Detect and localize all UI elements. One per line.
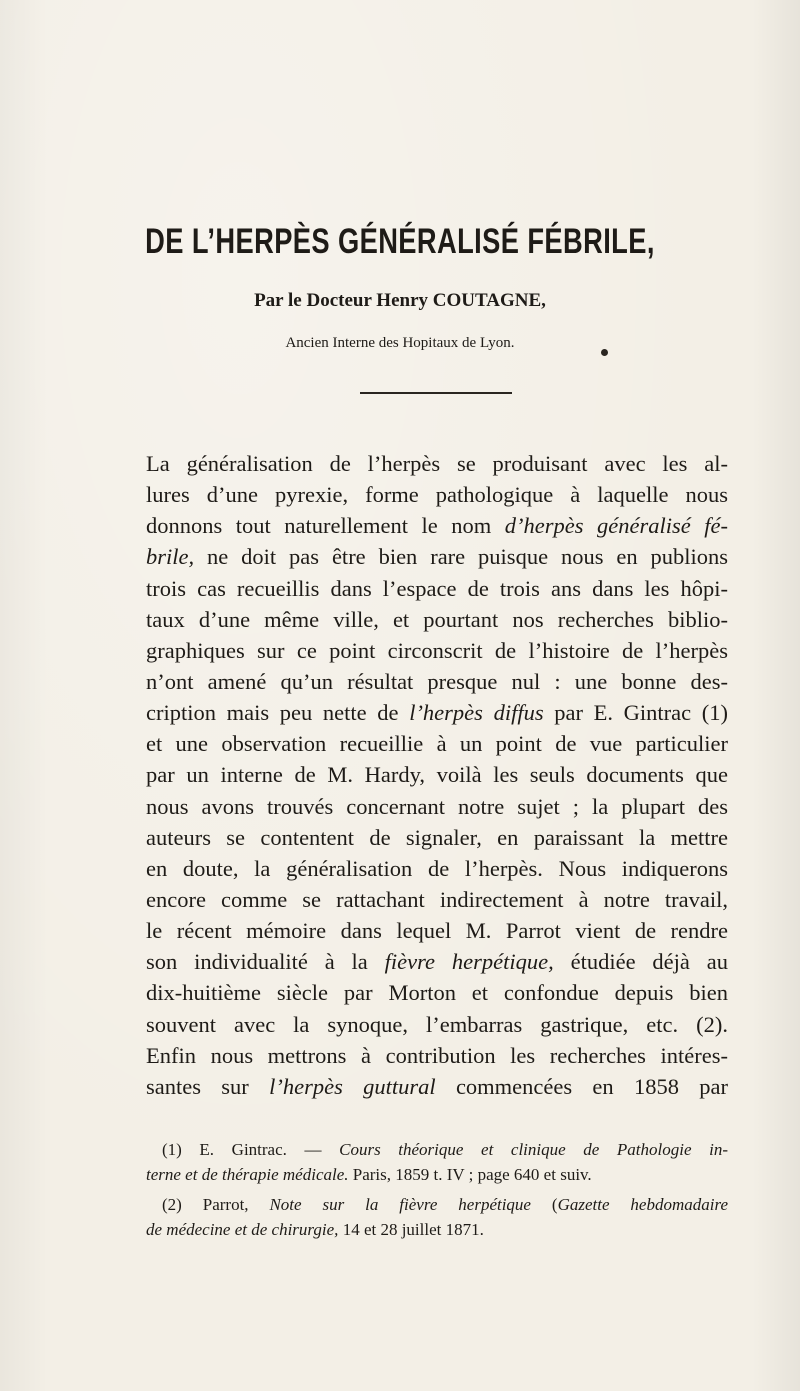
body-line: souvent avec la synoque, l’embarras gastrique, etc. (2). bbox=[146, 1011, 728, 1037]
body-line: encore comme se rattachant indirectement à notre travail, bbox=[146, 886, 728, 912]
body-line: et une observation recueillie à un point de vue particulier bbox=[146, 731, 728, 757]
footnote-line: terne et de thérapie médicale. Paris, 1859 t. IV ; page 640 et suiv. bbox=[146, 1164, 592, 1184]
author-affiliation: Ancien Interne des Hopitaux de Lyon. bbox=[285, 335, 515, 351]
body-paragraph bbox=[146, 448, 728, 1102]
footnote-2 bbox=[146, 1193, 728, 1242]
body-line: lures d’une pyrexie, forme pathologique à laquelle nous bbox=[146, 482, 728, 508]
footnote-1 bbox=[146, 1138, 728, 1187]
body-line: le récent mémoire dans lequel M. Parrot vient de rendre bbox=[146, 918, 728, 944]
body-line: donnons tout naturellement le nom d’herpès généralisé fé- bbox=[146, 513, 728, 539]
footnotes bbox=[146, 1138, 728, 1242]
body-line: en doute, la généralisation de l’herpès. Nous indiquerons bbox=[146, 855, 728, 881]
body-line: brile, ne doit pas être bien rare puisque nous en publions bbox=[146, 544, 728, 570]
article-author: Par le Docteur Henry COUTAGNE, bbox=[254, 290, 546, 311]
body-line: dix-huitième siècle par Morton et confondue depuis bien bbox=[146, 980, 728, 1006]
ink-speck bbox=[601, 349, 608, 356]
show-through-texture bbox=[150, 170, 800, 400]
footnote-line: (1) E. Gintrac. — Cours théorique et clinique de Pathologie in- bbox=[162, 1140, 729, 1159]
body-line: nous avons trouvés concernant notre sujet ; la plupart des bbox=[146, 793, 728, 819]
body-line: n’ont amené qu’un résultat presque nul : une bonne des- bbox=[146, 668, 728, 694]
footnote-line: (2) Parrot, Note sur la fièvre herpétique (Gazette hebdomadaire bbox=[162, 1195, 729, 1214]
article-title: DE L’HERPÈS GÉNÉRALISÉ FÉBRILE, bbox=[145, 222, 655, 261]
body-line: Enfin nous mettrons à contribution les recherches intéres- bbox=[146, 1042, 728, 1068]
body-line: cription mais peu nette de l’herpès diffus par E. Gintrac (1) bbox=[146, 700, 728, 726]
body-line: son individualité à la fièvre herpétique, étudiée déjà au bbox=[146, 949, 728, 975]
body-line: auteurs se contentent de signaler, en paraissant la mettre bbox=[146, 824, 728, 850]
body-line: graphiques sur ce point circonscrit de l’histoire de l’herpès bbox=[146, 637, 728, 663]
body-line: taux d’une même ville, et pourtant nos recherches biblio- bbox=[146, 606, 728, 632]
footnote-line: de médecine et de chirurgie, 14 et 28 juillet 1871. bbox=[146, 1219, 484, 1239]
body-line: La généralisation de l’herpès se produisant avec les al- bbox=[146, 451, 728, 476]
body-line: par un interne de M. Hardy, voilà les seuls documents que bbox=[146, 762, 728, 788]
body-line: santes sur l’herpès guttural commencées en 1858 par bbox=[146, 1073, 728, 1099]
body-line: trois cas recueillis dans l’espace de trois ans dans les hôpi- bbox=[146, 575, 728, 601]
title-separator-rule bbox=[360, 392, 512, 394]
